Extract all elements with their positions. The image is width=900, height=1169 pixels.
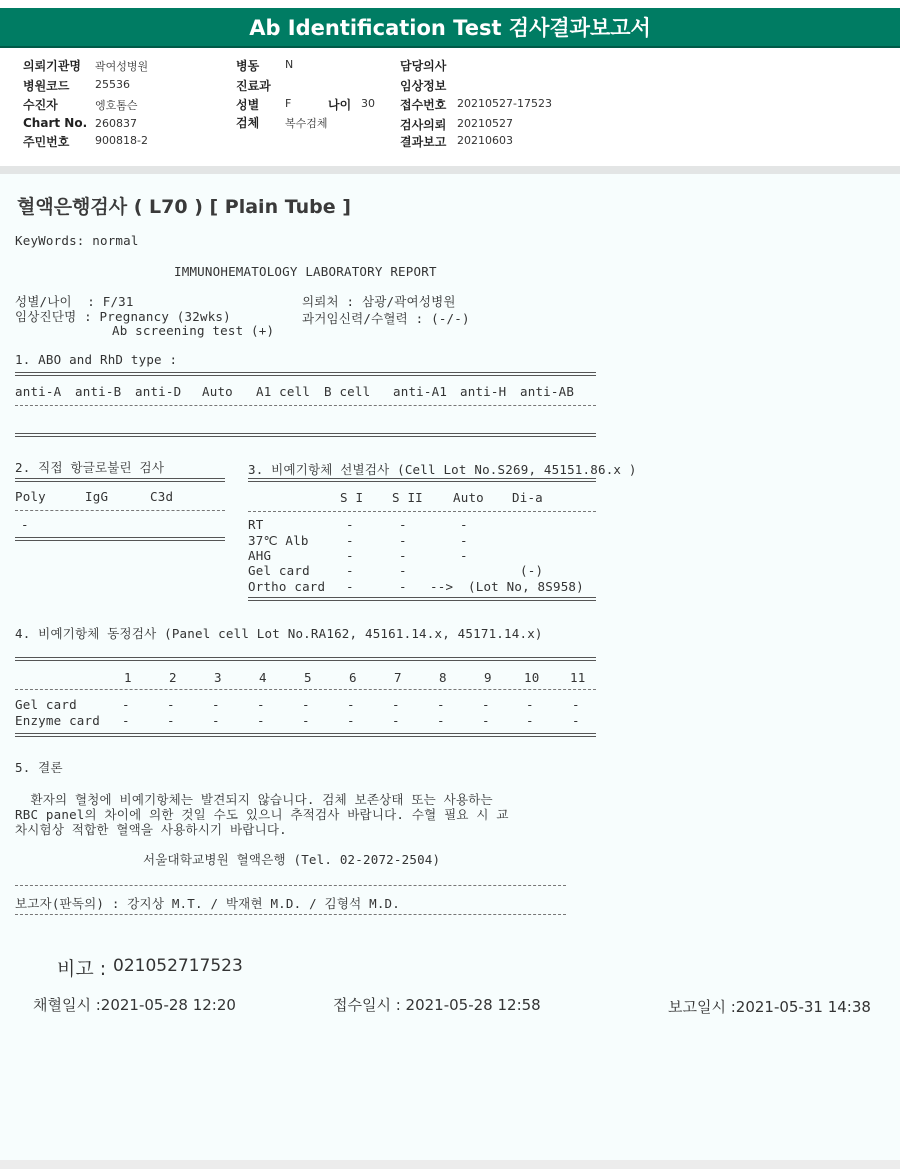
info-label: 접수번호 [400,98,447,112]
reported-datetime: 보고일시 :2021-05-31 14:38 [668,998,871,1016]
info-label: 임상정보 [400,79,447,93]
screen-cell: - [399,517,407,532]
history: 과거임신력/수혈력 : (-/-) [302,311,470,326]
section1-title: 1. ABO and RhD type : [15,352,178,367]
single-rule [248,511,596,512]
info-label: 수진자 [23,98,58,112]
panel-col-header: 10 [524,670,540,685]
info-label: 담당의사 [400,59,447,73]
screen-header: S II [392,490,423,505]
double-rule [15,657,596,661]
note-label: 비고 : [57,958,107,980]
abo-header: anti-D [135,384,182,399]
double-rule [248,597,596,601]
double-rule [15,537,225,541]
conclusion-line: 차시험상 적합한 혈액을 사용하시기 바랍니다. [15,822,287,837]
panel-cell: - [347,697,355,712]
panel-cell: - [437,697,445,712]
info-label: 성별 [236,98,260,112]
screen-row-label: 37℃ Alb [248,533,309,548]
info-value: 곽여성병원 [95,60,149,73]
panel-cell: - [122,713,130,728]
dat-header: Poly [15,489,46,504]
report-title: 혈액은행검사 ( L70 ) [ Plain Tube ] [17,196,351,218]
panel-row-label: Enzyme card [15,713,100,728]
single-rule [15,914,566,915]
dat-value: - [21,517,29,532]
screen-header: S I [340,490,364,505]
panel-col-header: 8 [439,670,447,685]
panel-cell: - [257,697,265,712]
screen-row-label: AHG [248,548,272,563]
abo-header: A1 cell [256,384,311,399]
screen-cell: (Lot No, 8S958) [468,579,584,594]
patient-diagnosis: 임상진단명 : Pregnancy (32wks) [15,309,231,324]
screen-cell: - [460,533,468,548]
panel-cell: - [572,697,580,712]
panel-cell: - [212,713,220,728]
screen-cell: - [399,533,407,548]
panel-cell: - [302,697,310,712]
screen-cell: - [399,579,407,594]
info-label: 검체 [236,116,260,130]
conclusion-line: 환자의 혈청에 비예기항체는 발견되지 않습니다. 검체 보존상태 또는 사용하는 [15,792,493,807]
panel-col-header: 5 [304,670,312,685]
info-value: 엥호톰슨 [95,99,138,112]
patient-sex-age: 성별/나이 : F/31 [15,294,134,309]
panel-cell: - [167,713,175,728]
abo-header: anti-A1 [393,384,448,399]
info-label: 주민번호 [23,135,70,149]
info-label: 의뢰기관명 [23,59,81,73]
screen-cell: - [346,579,354,594]
single-rule [15,405,596,406]
section4-title: 4. 비예기항체 동정검사 (Panel cell Lot No.RA162, 45161.14.x, 45171.14.x) [15,626,543,641]
abo-header: Auto [202,384,233,399]
screen-cell: - [346,548,354,563]
single-rule [15,689,596,690]
panel-cell: - [392,713,400,728]
hospital-contact: 서울대학교병원 혈액은행 (Tel. 02-2072-2504) [143,852,441,867]
panel-col-header: 7 [394,670,402,685]
panel-cell: - [167,697,175,712]
panel-cell: - [437,713,445,728]
info-value: F [285,97,292,110]
screen-cell: - [346,517,354,532]
lab-report-heading: IMMUNOHEMATOLOGY LABORATORY REPORT [174,264,437,279]
panel-cell: - [482,697,490,712]
divider [0,166,900,174]
patient-diagnosis-extra: Ab screening test (+) [112,323,275,338]
screen-row-label: Gel card [248,563,310,578]
panel-col-header: 2 [169,670,177,685]
single-rule [15,885,566,886]
panel-col-header: 3 [214,670,222,685]
patient-info-panel [0,48,900,166]
info-value: 복수검체 [285,117,328,130]
screen-row-label: Ortho card [248,579,326,594]
conclusion-line: RBC panel의 차이에 의한 것일 수도 있으니 추적검사 바랍니다. 수혈 필요 시 교 [15,807,509,822]
info-label: 나이 [328,98,352,112]
screen-cell: - [346,533,354,548]
info-value: 900818-2 [95,134,148,147]
info-label: 진료과 [236,79,271,93]
panel-row-label: Gel card [15,697,77,712]
page-bottom [0,1160,900,1169]
screen-cell: --> [430,579,454,594]
screen-row-label: RT [248,517,264,532]
screen-cell: (-) [520,563,544,578]
collected-datetime: 채혈일시 :2021-05-28 12:20 [33,996,236,1014]
received-datetime: 접수일시 : 2021-05-28 12:58 [333,996,541,1014]
panel-col-header: 11 [570,670,586,685]
section2-title: 2. 직접 항글로불린 검사 [15,460,165,475]
report-header [0,8,900,48]
screen-cell: - [460,517,468,532]
panel-col-header: 1 [124,670,132,685]
info-value: 30 [361,97,375,110]
dat-header: C3d [150,489,174,504]
screen-cell: - [399,563,407,578]
abo-header: B cell [324,384,371,399]
panel-cell: - [392,697,400,712]
panel-cell: - [212,697,220,712]
info-value: 260837 [95,117,137,130]
screen-cell: - [346,563,354,578]
info-label: Chart No. [23,116,88,130]
info-label: 병원코드 [23,79,70,93]
info-value: 25536 [95,78,130,91]
screen-header: Di-a [512,490,543,505]
screen-cell: - [399,548,407,563]
info-label: 병동 [236,59,260,73]
panel-col-header: 6 [349,670,357,685]
abo-header: anti-B [75,384,122,399]
panel-cell: - [257,713,265,728]
requester: 의뢰처 : 삼광/곽여성병원 [302,294,456,309]
panel-cell: - [572,713,580,728]
section5-title: 5. 결론 [15,760,63,775]
top-strip [0,0,900,8]
panel-col-header: 9 [484,670,492,685]
info-label: 검사의뢰 [400,118,447,132]
keywords: KeyWords: normal [15,233,139,248]
note-value: 021052717523 [113,956,243,976]
abo-header: anti-A [15,384,62,399]
panel-col-header: 4 [259,670,267,685]
single-rule [15,510,225,511]
abo-header: anti-AB [520,384,575,399]
info-value: 20210527 [457,117,513,130]
panel-cell: - [302,713,310,728]
panel-cell: - [526,697,534,712]
panel-cell: - [482,713,490,728]
section3-title: 3. 비예기항체 선별검사 (Cell Lot No.S269, 45151.86.x ) [248,462,637,477]
panel-cell: - [526,713,534,728]
info-value: 20210603 [457,134,513,147]
double-rule [248,478,596,482]
panel-cell: - [347,713,355,728]
panel-cell: - [122,697,130,712]
info-label: 결과보고 [400,135,447,149]
reporter-line: 보고자(판독의) : 강지상 M.T. / 박재현 M.D. / 김형석 M.D. [15,896,400,911]
double-rule [15,733,596,737]
info-value: 20210527-17523 [457,97,552,110]
abo-header: anti-H [460,384,507,399]
double-rule [15,478,225,482]
double-rule [15,372,596,376]
screen-cell: - [460,548,468,563]
double-rule [15,433,596,437]
screen-header: Auto [453,490,484,505]
header-title: Ab Identification Test 검사결과보고서 [249,16,651,40]
info-value: N [285,58,294,71]
dat-header: IgG [85,489,109,504]
